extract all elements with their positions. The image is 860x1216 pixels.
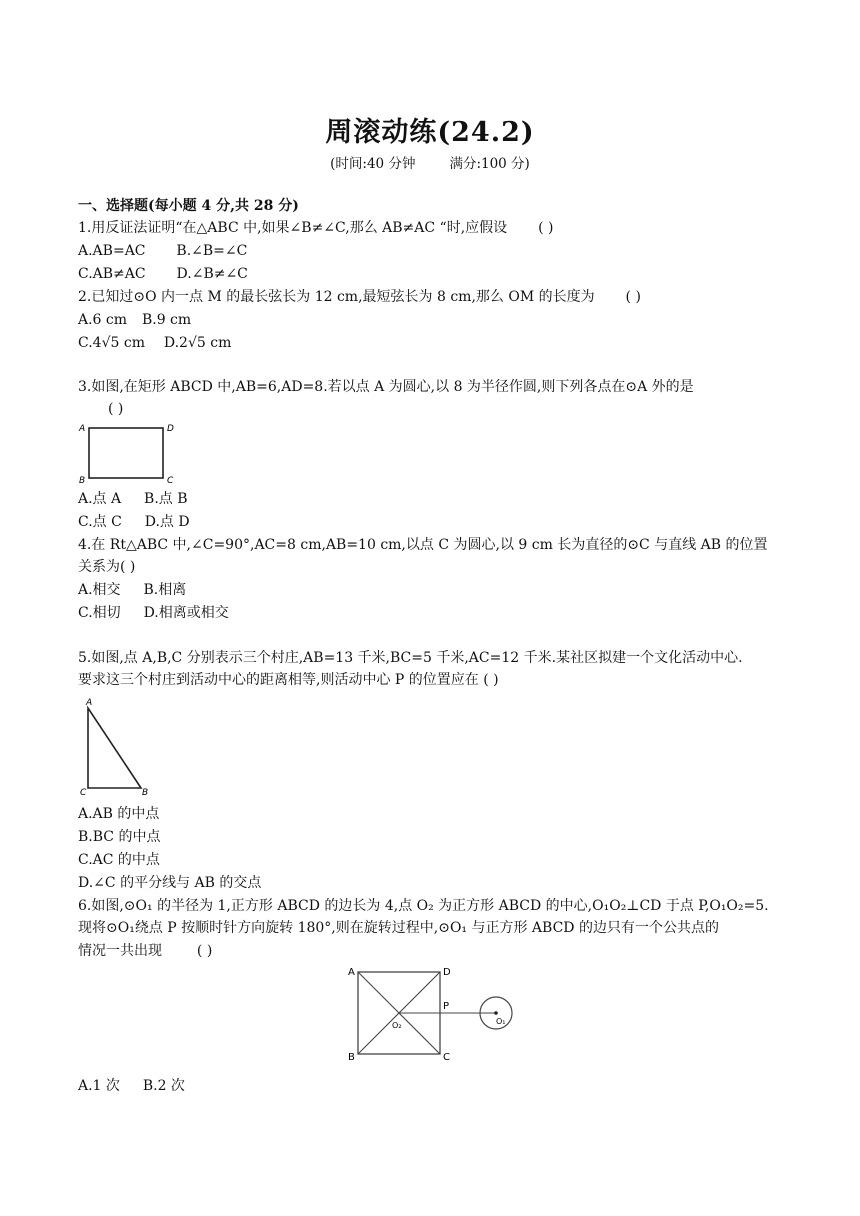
- q6-option-b: B.2 次: [142, 1078, 185, 1094]
- q2-answer-paren: ( ): [625, 289, 641, 305]
- q4-option-d: D.相离或相交: [143, 605, 229, 621]
- q5-stem-line2: 要求这三个村庄到活动中心的距离相等,则活动中心 P 的位置应在 ( ): [78, 672, 499, 688]
- q6-stem-line2: 现将⊙O₁绕点 P 按顺时针方向旋转 180°,则在旋转过程中,⊙O₁ 与正方形 ABCD 的边只有一个公共点的: [78, 920, 719, 936]
- q3-stem: 3.如图,在矩形 ABCD 中,AB=6,AD=8.若以点 A 为圆心,以 8 为半径作圆,则下列各点在⊙A 外的是: [78, 379, 694, 395]
- q2-stem-text: 2.已知过⊙O 内一点 M 的最长弦长为 12 cm,最短弦长为 8 cm,那么 OM 的长度为: [78, 289, 595, 305]
- label-a: A: [79, 424, 86, 434]
- q3-options-row1: [78, 489, 188, 509]
- q4-options-row1: [78, 580, 186, 600]
- q1-stem: [78, 218, 553, 238]
- q2-option-c: C.4√5 cm: [78, 335, 145, 351]
- q1-stem-text: 1.用反证法证明“在△ABC 中,如果∠B≠∠C,那么 AB≠AC “时,应假设: [78, 220, 508, 236]
- q3-option-d: D.点 D: [144, 514, 190, 530]
- q6-options-row1: [78, 1076, 185, 1096]
- q1-options-row1: [78, 241, 247, 261]
- q1-answer-paren: ( ): [538, 220, 554, 236]
- q1-option-d: D.∠B≠∠C: [176, 266, 248, 282]
- q4-stem-line2: 关系为( ): [78, 559, 136, 575]
- label-a: A: [348, 967, 355, 978]
- q5-option-a: A.AB 的中点: [78, 806, 160, 822]
- q6-option-a: A.1 次: [78, 1078, 120, 1094]
- q2-stem: [78, 287, 641, 307]
- q2-option-d: D.2√5 cm: [163, 335, 232, 351]
- label-b: B: [142, 788, 149, 798]
- q3-answer-paren: ( ): [108, 401, 124, 417]
- q2-options-row2: [78, 333, 231, 353]
- q3-options-row2: [78, 512, 190, 532]
- label-c: C: [80, 788, 87, 798]
- full-score: 满分:100 分): [449, 156, 530, 172]
- q2-options-row1: [78, 310, 191, 330]
- q2-option-a: A.6 cm: [78, 312, 128, 328]
- q1-option-c: C.AB≠AC: [78, 266, 146, 282]
- q3-rectangle-figure: [76, 420, 186, 486]
- q3-option-b: B.点 B: [144, 491, 188, 507]
- q6-stem-line3: [78, 941, 212, 961]
- exam-info: [0, 152, 860, 172]
- label-a: A: [86, 698, 93, 708]
- q5-triangle-figure: [76, 696, 166, 800]
- label-d: D: [167, 424, 174, 434]
- label-b: B: [79, 476, 86, 486]
- q4-option-c: C.相切: [78, 605, 121, 621]
- section-heading: 一、选择题(每小题 4 分,共 28 分): [78, 198, 299, 214]
- center-o1: [494, 1011, 498, 1015]
- q4-option-a: A.相交: [78, 582, 121, 598]
- label-c: C: [443, 1052, 450, 1063]
- q1-option-a: A.AB=AC: [78, 243, 146, 259]
- triangle-abc: [88, 708, 141, 788]
- q5-stem-line1: 5.如图,点 A,B,C 分别表示三个村庄,AB=13 千米,BC=5 千米,AC=12 千米.某社区拟建一个文化活动中心.: [78, 650, 743, 666]
- label-o1: O₁: [496, 1017, 506, 1026]
- q2-option-b: B.9 cm: [141, 312, 192, 328]
- q5-option-c: C.AC 的中点: [78, 852, 160, 868]
- label-c: C: [167, 476, 174, 486]
- q6-square-circle-figure: [344, 962, 524, 1066]
- q6-stem-line1: 6.如图,⊙O₁ 的半径为 1,正方形 ABCD 的边长为 4,点 O₂ 为正方形 ABCD 的中心,O₁O₂⊥CD 于点 P,O₁O₂=5.: [78, 898, 769, 914]
- q1-option-b: B.∠B=∠C: [176, 243, 248, 259]
- q3-option-c: C.点 C: [78, 514, 122, 530]
- q4-options-row2: [78, 603, 229, 623]
- q6-answer-paren: ( ): [196, 943, 213, 959]
- q5-option-b: B.BC 的中点: [78, 829, 161, 845]
- label-b: B: [348, 1052, 355, 1063]
- q4-option-b: B.相离: [143, 582, 187, 598]
- q6-stem-text: 情况一共出现: [78, 943, 162, 959]
- q5-option-d: D.∠C 的平分线与 AB 的交点: [78, 875, 262, 891]
- time-limit: (时间:40 分钟: [330, 156, 416, 172]
- q3-option-a: A.点 A: [78, 491, 122, 507]
- label-p: P: [443, 1001, 450, 1012]
- q4-stem-line1: 4.在 Rt△ABC 中,∠C=90°,AC=8 cm,AB=10 cm,以点 C 为圆心,以 9 cm 长为直径的⊙C 与直线 AB 的位置: [78, 537, 768, 553]
- page-title: 周滚动练(24.2): [325, 117, 535, 148]
- q1-options-row2: [78, 264, 248, 284]
- label-d: D: [443, 967, 451, 978]
- label-o2: O₂: [392, 1021, 402, 1030]
- rectangle-abcd: [89, 428, 163, 478]
